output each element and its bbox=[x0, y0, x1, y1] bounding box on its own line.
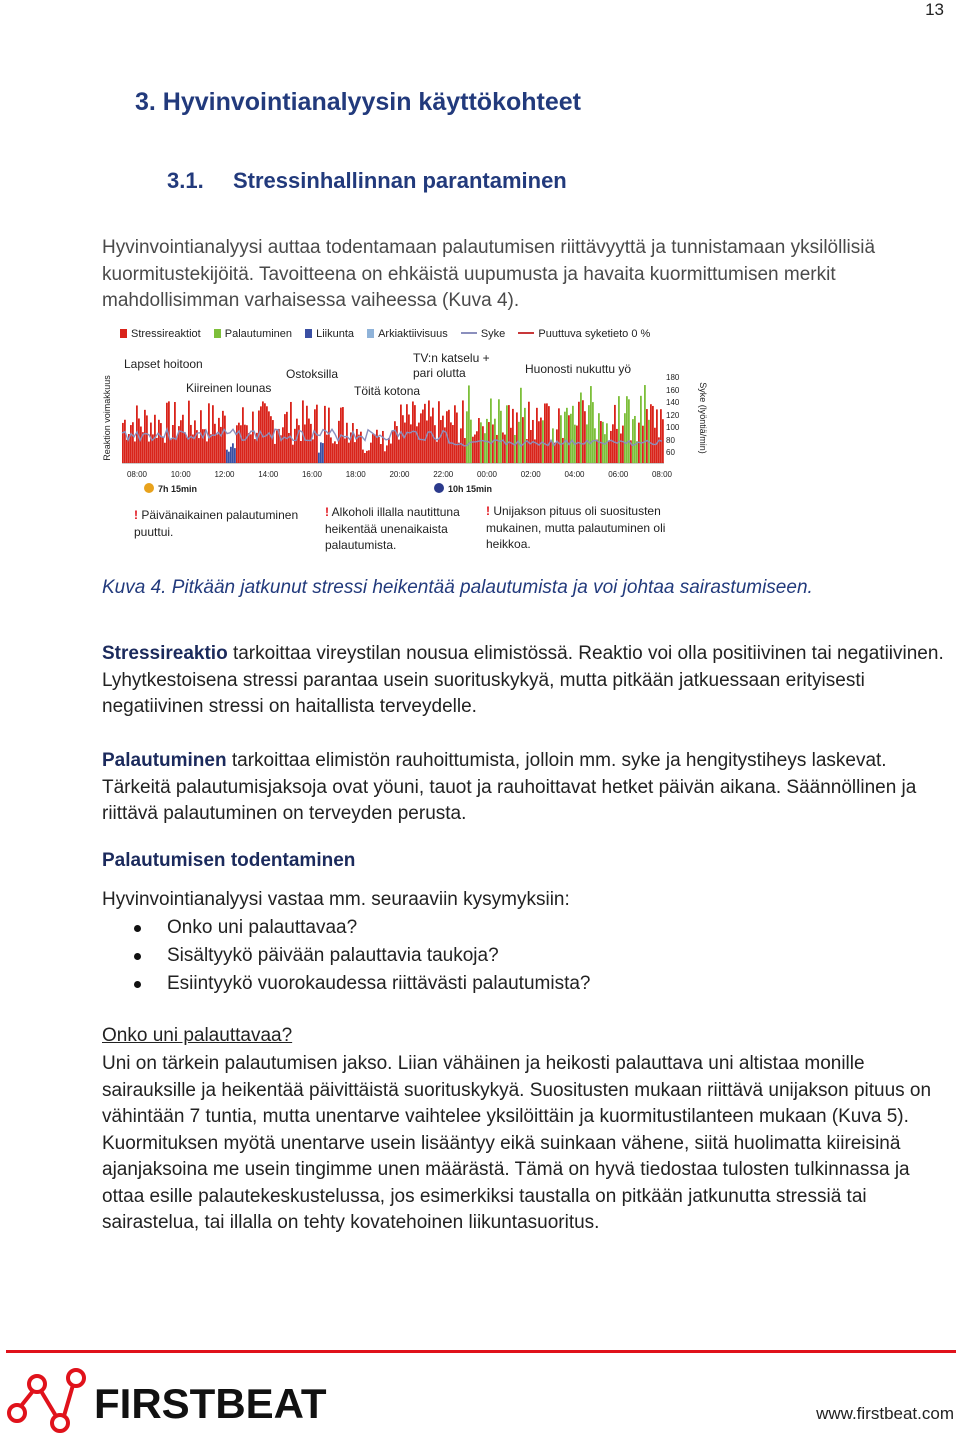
chart-bar bbox=[246, 425, 248, 463]
chart-bar bbox=[544, 403, 546, 463]
chart-bar bbox=[232, 443, 234, 463]
chart-bar bbox=[382, 431, 384, 463]
chart-bar bbox=[430, 416, 432, 463]
chart-bar bbox=[320, 442, 322, 463]
chart-bar bbox=[210, 434, 212, 463]
chart-bar bbox=[418, 423, 420, 463]
y-tick-label: 100 bbox=[666, 423, 680, 432]
chart-bar bbox=[598, 413, 600, 463]
chart-bar bbox=[170, 440, 172, 463]
chart-bar bbox=[326, 435, 328, 463]
chart-bar bbox=[156, 438, 158, 463]
chart-bar bbox=[506, 405, 508, 463]
chart-bar bbox=[384, 451, 386, 463]
label-huonosti: Huonosti nukuttu yö bbox=[525, 362, 632, 376]
chart-bar bbox=[588, 405, 590, 463]
chart-bar bbox=[462, 400, 464, 463]
day-duration: 7h 15min bbox=[144, 483, 197, 494]
chart-bar bbox=[376, 430, 378, 463]
chart-bar bbox=[174, 402, 176, 463]
chart-bar bbox=[616, 429, 618, 463]
chart-bar bbox=[656, 409, 658, 463]
chart-bar bbox=[548, 406, 550, 463]
chart-bar bbox=[458, 443, 460, 463]
chart-bar bbox=[234, 448, 236, 463]
warning-1: ! Päivänaikainen palautuminen puuttui. bbox=[134, 508, 299, 539]
chart-bar bbox=[492, 424, 494, 463]
chart-bar bbox=[404, 423, 406, 463]
footer-url: www.firstbeat.com bbox=[816, 1404, 954, 1423]
chart-bar bbox=[392, 430, 394, 463]
chart-bar bbox=[358, 435, 360, 463]
chart-bar bbox=[148, 442, 150, 463]
chart-bar bbox=[580, 393, 582, 463]
chart-bar bbox=[622, 426, 624, 463]
chart-bar bbox=[224, 416, 226, 463]
x-tick-label: 16:00 bbox=[301, 470, 323, 479]
chart-bar bbox=[228, 452, 230, 463]
chart-bar bbox=[566, 408, 568, 463]
chart-bar bbox=[484, 433, 486, 463]
chart-bar bbox=[456, 413, 458, 463]
y-tick-label: 120 bbox=[666, 410, 680, 420]
chart-bar bbox=[590, 386, 592, 463]
chart-bar bbox=[480, 422, 482, 463]
stress-term: Stressireaktio bbox=[102, 643, 228, 664]
chart-bar bbox=[466, 411, 468, 463]
chart-bar bbox=[654, 428, 656, 463]
chart-bar bbox=[220, 427, 222, 463]
chart-bar bbox=[662, 419, 664, 463]
chart-bar bbox=[652, 406, 654, 463]
chart-bar bbox=[160, 423, 162, 463]
chart-bar bbox=[476, 431, 478, 463]
chart-bar bbox=[640, 396, 642, 463]
sleep-heading: Onko uni palauttavaa? bbox=[102, 1025, 293, 1046]
legend-avg-hr: Puuttuva syketieto 0 % bbox=[518, 328, 650, 340]
chart-bar bbox=[550, 441, 552, 463]
chart-bar bbox=[426, 420, 428, 463]
chart-bar bbox=[158, 420, 160, 463]
chart-bar bbox=[122, 423, 124, 463]
chart-bar bbox=[270, 416, 272, 463]
chart-bar bbox=[186, 437, 188, 463]
y-tick-label: 160 bbox=[666, 385, 680, 395]
chart-bar bbox=[408, 414, 410, 463]
chart-bar bbox=[448, 410, 450, 463]
chart-bar bbox=[516, 412, 518, 463]
chart-bar bbox=[604, 434, 606, 463]
chart-bar bbox=[230, 447, 232, 463]
chart-bar bbox=[182, 415, 184, 463]
verify-intro: Hyvinvointianalyysi vastaa mm. seuraaviin kysymyksiin: bbox=[102, 889, 570, 910]
chart-bar bbox=[162, 437, 164, 463]
chart-bar bbox=[644, 385, 646, 463]
chart-bar bbox=[500, 411, 502, 463]
chart-bar bbox=[438, 401, 440, 463]
list-item: Onko uni palauttavaa? bbox=[102, 914, 590, 942]
chart-bar bbox=[420, 413, 422, 463]
chart-bar bbox=[558, 408, 560, 463]
chart-bar bbox=[636, 441, 638, 463]
chart-bar bbox=[380, 444, 382, 463]
chart-bar bbox=[282, 427, 284, 463]
subsection-number: 3.1. bbox=[167, 168, 204, 193]
x-tick-label: 08:00 bbox=[126, 470, 148, 479]
chart-bar bbox=[474, 435, 476, 463]
y-axis-left-title: Reaktion voimakkuus bbox=[102, 375, 112, 461]
question-list bbox=[102, 914, 590, 998]
chart-bar bbox=[560, 415, 562, 463]
chart-bar bbox=[292, 445, 294, 463]
chart-bar bbox=[398, 440, 400, 463]
chart-bar bbox=[660, 409, 662, 463]
exclamation-icon: ! bbox=[325, 505, 329, 519]
hrv-figure bbox=[100, 323, 708, 563]
chart-bar bbox=[222, 411, 224, 463]
verify-heading: Palautumisen todentaminen bbox=[102, 850, 356, 871]
chart-bar bbox=[206, 441, 208, 463]
section-heading: 3. Hyvinvointianalyysin käyttökohteet bbox=[135, 88, 581, 116]
chart-bar bbox=[140, 427, 142, 463]
sleep-paragraph: Uni on tärkein palautumisen jakso. Liian vähäinen ja heikosti palauttava uni altistaa monille sairauksille ja heikentää päivittäistä suorituskykyä. Suositusten mukaan riittävä unijakson pituus on vähintään 7 tuntia, mutta unentarve vaihtelee yksilöittäin ja kuormitustilanteen mukaan (Kuva 5). Kuormituksen myötä unentarve usein lisääntyy eikä suinkaan vähene, siitä huolimatta kiireisinä ajanjaksoina me usein tingimme unen määrästä. Tämä on hyvä tiedostaa tulosten tulkinnassa ja ottaa esille palautekeskustelussa, jos esimerkiksi taustalla on pitkään jatkunutta stressiä tai sairastelua, tai illalla on tehty kovatehoinen liikuntasuoritus. bbox=[102, 1053, 932, 1233]
chart-bar bbox=[304, 424, 306, 463]
chart-bar bbox=[494, 419, 496, 463]
chart-bar bbox=[374, 435, 376, 463]
list-item: Sisältyykö päivään palauttavia taukoja? bbox=[102, 942, 590, 970]
chart-bar bbox=[498, 399, 500, 463]
chart-bar bbox=[126, 440, 128, 463]
exclamation-icon: ! bbox=[134, 508, 138, 522]
chart-bar bbox=[578, 402, 580, 463]
chart-bar bbox=[454, 405, 456, 463]
footer-divider bbox=[6, 1350, 956, 1353]
label-toita: Töitä kotona bbox=[354, 384, 421, 398]
firstbeat-logo bbox=[4, 1366, 327, 1436]
chart-bar bbox=[520, 388, 522, 463]
chart-bar bbox=[264, 403, 266, 463]
chart-bar bbox=[190, 425, 192, 463]
chart-bar bbox=[650, 404, 652, 463]
chart-bar bbox=[468, 385, 470, 463]
chart-bar bbox=[354, 442, 356, 463]
warning-2: ! Alkoholi illalla nautittuna heikentää unenaikaista palautumista. bbox=[325, 505, 460, 552]
chart-bar bbox=[274, 444, 276, 463]
chart-bar bbox=[370, 443, 372, 463]
chart-bar bbox=[524, 408, 526, 463]
chart-bar bbox=[226, 450, 228, 463]
chart-bar bbox=[252, 412, 254, 463]
chart-bar bbox=[344, 438, 346, 463]
chart-bar bbox=[422, 410, 424, 463]
chart-bar bbox=[434, 425, 436, 463]
x-tick-label: 00:00 bbox=[476, 470, 498, 479]
chart-bar bbox=[250, 434, 252, 463]
chart-bar bbox=[180, 420, 182, 463]
chart-bar bbox=[402, 415, 404, 463]
y-tick-label: 180 bbox=[666, 373, 680, 382]
chart-bar bbox=[628, 399, 630, 463]
chart-bar bbox=[502, 432, 504, 463]
chart-bar bbox=[176, 436, 178, 463]
chart-bar bbox=[368, 450, 370, 463]
chart-bar bbox=[332, 443, 334, 463]
legend-exercise: Liikunta bbox=[305, 328, 354, 340]
chart-bar bbox=[536, 408, 538, 463]
chart-bar bbox=[366, 451, 368, 463]
intro-paragraph: Hyvinvointianalyysi auttaa todentamaan palautumisen riittävyyttä ja tunnistamaan yksilöllisiä kuormitustekijöitä. Tavoitteena on ehkäistä uupumusta ja havaita kuormittumisen merkit mahdollisimman varhaisessa vaiheessa (Kuva 4). bbox=[102, 237, 876, 311]
chart-bar bbox=[556, 429, 558, 463]
chart-bar bbox=[312, 439, 314, 463]
figure-caption: Kuva 4. Pitkään jatkunut stressi heikentää palautumista ja voi johtaa sairastumiseen. bbox=[102, 577, 813, 598]
chart-bar bbox=[504, 435, 506, 463]
chart-bar bbox=[134, 441, 136, 463]
chart-bar bbox=[614, 405, 616, 463]
chart-bar bbox=[184, 432, 186, 463]
label-tv: TV:n katselu + pari olutta bbox=[413, 351, 490, 380]
x-tick-label: 10:00 bbox=[170, 470, 191, 479]
chart-bar bbox=[514, 435, 516, 463]
chart-bar bbox=[594, 428, 596, 463]
chart-bar bbox=[352, 423, 354, 463]
chart-bar bbox=[582, 400, 584, 463]
chart-bar bbox=[324, 406, 326, 463]
x-tick-label: 12:00 bbox=[214, 470, 235, 479]
chart-bar bbox=[300, 441, 302, 463]
night-duration: 10h 15min bbox=[434, 483, 492, 494]
moon-icon bbox=[434, 483, 444, 493]
x-tick-label: 20:00 bbox=[389, 470, 410, 479]
chart-bar bbox=[216, 434, 218, 463]
stress-paragraph: Stressireaktio tarkoittaa vireystilan nousua elimistössä. Reaktio voi olla positiivinen tai negatiivinen. Lyhytkestoisena stressi parantaa usein suorituskykyä, mutta pitkään jatkuessaan erityisesti negatiivinen stressi on haitallista terveydelle. bbox=[102, 643, 944, 717]
chart-bar bbox=[624, 413, 626, 463]
chart-bar bbox=[646, 409, 648, 463]
chart-bar bbox=[460, 428, 462, 463]
chart-bar bbox=[610, 431, 612, 463]
chart-bar bbox=[188, 401, 190, 463]
chart-bar bbox=[372, 434, 374, 463]
chart-bar bbox=[388, 438, 390, 463]
chart-bar bbox=[378, 437, 380, 463]
legend-recovery: Palautuminen bbox=[214, 328, 292, 340]
chart-bar bbox=[538, 421, 540, 463]
chart-bar bbox=[470, 420, 472, 463]
chart-bar bbox=[164, 443, 166, 463]
x-tick-label: 22:00 bbox=[433, 470, 454, 479]
chart-bar bbox=[596, 440, 598, 463]
chart-bar bbox=[248, 433, 250, 463]
warning-3: ! Unijakson pituus oli suositusten mukainen, mutta palautuminen oli heikkoa. bbox=[486, 504, 666, 551]
chart-bar bbox=[334, 441, 336, 463]
x-tick-label: 14:00 bbox=[258, 470, 279, 479]
chart-bar bbox=[130, 425, 132, 463]
chart-bar bbox=[482, 426, 484, 463]
label-ostoksilla: Ostoksilla bbox=[286, 367, 339, 381]
legend-stress: Stressireaktiot bbox=[120, 328, 201, 340]
chart-bar bbox=[218, 418, 220, 463]
y-tick-label: 140 bbox=[666, 398, 680, 407]
chart-bar bbox=[562, 438, 564, 463]
chart-bar bbox=[356, 429, 358, 463]
chart-bar bbox=[510, 428, 512, 463]
subsection-title: Stressinhallinnan parantaminen bbox=[233, 168, 567, 193]
y-tick-label: 60 bbox=[666, 448, 675, 457]
exclamation-icon: ! bbox=[486, 504, 490, 518]
chart-bar bbox=[244, 425, 246, 463]
legend-hr: Syke bbox=[461, 328, 505, 340]
svg-text:FIRSTBEAT: FIRSTBEAT bbox=[94, 1380, 327, 1427]
chart-bar bbox=[508, 405, 510, 463]
chart-bar bbox=[238, 423, 240, 463]
chart-bar bbox=[568, 415, 570, 463]
chart-bar bbox=[262, 401, 264, 463]
subsection-heading bbox=[167, 168, 567, 194]
chart-bar bbox=[208, 403, 210, 463]
chart-bar bbox=[572, 406, 574, 463]
chart-bar bbox=[202, 429, 204, 463]
chart-bar bbox=[436, 442, 438, 463]
x-tick-label: 18:00 bbox=[345, 470, 366, 479]
chart-bar bbox=[440, 420, 442, 463]
chart-bar bbox=[642, 426, 644, 463]
label-kiireinen: Kiireinen lounas bbox=[186, 381, 272, 395]
chart-bar bbox=[306, 406, 308, 463]
chart-bar bbox=[362, 450, 364, 463]
chart-bar bbox=[512, 409, 514, 463]
y-tick-label: 80 bbox=[666, 435, 675, 445]
chart-bar bbox=[330, 437, 332, 463]
chart-bar bbox=[528, 402, 530, 463]
chart-bar bbox=[328, 408, 330, 463]
chart-bar bbox=[608, 440, 610, 463]
x-tick-label: 04:00 bbox=[564, 470, 585, 479]
chart-bar bbox=[522, 417, 524, 463]
chart-bar bbox=[530, 430, 532, 463]
chart-bar bbox=[442, 416, 444, 463]
chart-bar bbox=[620, 434, 622, 463]
chart-bar bbox=[592, 402, 594, 463]
chart-bar bbox=[146, 415, 148, 463]
chart-bar bbox=[490, 399, 492, 463]
chart-bar bbox=[310, 424, 312, 463]
chart-bar bbox=[526, 439, 528, 463]
chart-bar bbox=[132, 422, 134, 463]
recovery-term: Palautuminen bbox=[102, 750, 227, 771]
y-axis-right-title: Syke (lyöntiä/min) bbox=[698, 382, 708, 454]
page-number: 13 bbox=[925, 0, 944, 19]
chart-bar bbox=[268, 411, 270, 463]
chart-bar bbox=[336, 444, 338, 463]
legend-activity: Arkiaktiivisuus bbox=[367, 328, 448, 340]
chart-bar bbox=[496, 435, 498, 463]
x-tick-label: 08:00 bbox=[651, 470, 673, 479]
x-tick-label: 06:00 bbox=[608, 470, 629, 479]
label-lapset: Lapset hoitoon bbox=[124, 357, 203, 371]
list-item: Esiintyykö vuorokaudessa riittävästi palautumista? bbox=[102, 970, 590, 998]
chart-bar bbox=[314, 409, 316, 463]
chart-bar bbox=[276, 430, 278, 463]
chart-bar bbox=[254, 439, 256, 463]
chart-bar bbox=[386, 445, 388, 463]
chart-bar bbox=[584, 411, 586, 463]
chart-bar bbox=[390, 444, 392, 463]
chart-bar bbox=[214, 424, 216, 463]
chart-bar bbox=[242, 407, 244, 463]
chart-bar bbox=[194, 420, 196, 463]
chart-bar bbox=[172, 425, 174, 463]
chart-bar bbox=[626, 396, 628, 463]
chart-bar bbox=[144, 410, 146, 463]
chart-bar bbox=[272, 420, 274, 463]
chart-bar bbox=[294, 429, 296, 463]
chart-bar bbox=[414, 405, 416, 463]
chart-bar bbox=[240, 425, 242, 463]
chart-bar bbox=[410, 424, 412, 463]
chart-bar bbox=[586, 424, 588, 463]
chart-bar bbox=[346, 423, 348, 463]
chart-bar bbox=[618, 396, 620, 463]
chart-bar bbox=[546, 403, 548, 463]
chart-bar bbox=[322, 443, 324, 463]
chart-bar bbox=[338, 421, 340, 463]
chart-bar bbox=[570, 414, 572, 463]
chart-bar bbox=[290, 402, 292, 463]
chart-bar bbox=[364, 453, 366, 463]
chart-bar bbox=[394, 421, 396, 463]
x-tick-label: 02:00 bbox=[520, 470, 541, 479]
chart-bar bbox=[124, 420, 126, 463]
sun-icon bbox=[144, 483, 154, 493]
chart-bar bbox=[236, 425, 238, 463]
chart-bar bbox=[424, 404, 426, 463]
chart-bar bbox=[348, 443, 350, 463]
chart-bar bbox=[472, 437, 474, 463]
chart-bar bbox=[198, 438, 200, 463]
chart-bar bbox=[318, 453, 320, 463]
chart-bar bbox=[150, 423, 152, 463]
chart-bar bbox=[540, 418, 542, 463]
chart-bar bbox=[612, 424, 614, 463]
chart-bar bbox=[464, 438, 466, 463]
chart-bar bbox=[634, 416, 636, 463]
chart-bar bbox=[212, 405, 214, 463]
chart-bar bbox=[632, 419, 634, 463]
chart-bar bbox=[564, 412, 566, 463]
recovery-paragraph: Palautuminen tarkoittaa elimistön rauhoittumista, jolloin mm. syke ja hengitystiheys laskevat. Tärkeitä palautumisjaksoja ovat yöuni, tauot ja rauhoittavat hetket päivän aikana. Säännöllinen ja riittävä palautuminen on terveyden perusta. bbox=[102, 750, 917, 824]
